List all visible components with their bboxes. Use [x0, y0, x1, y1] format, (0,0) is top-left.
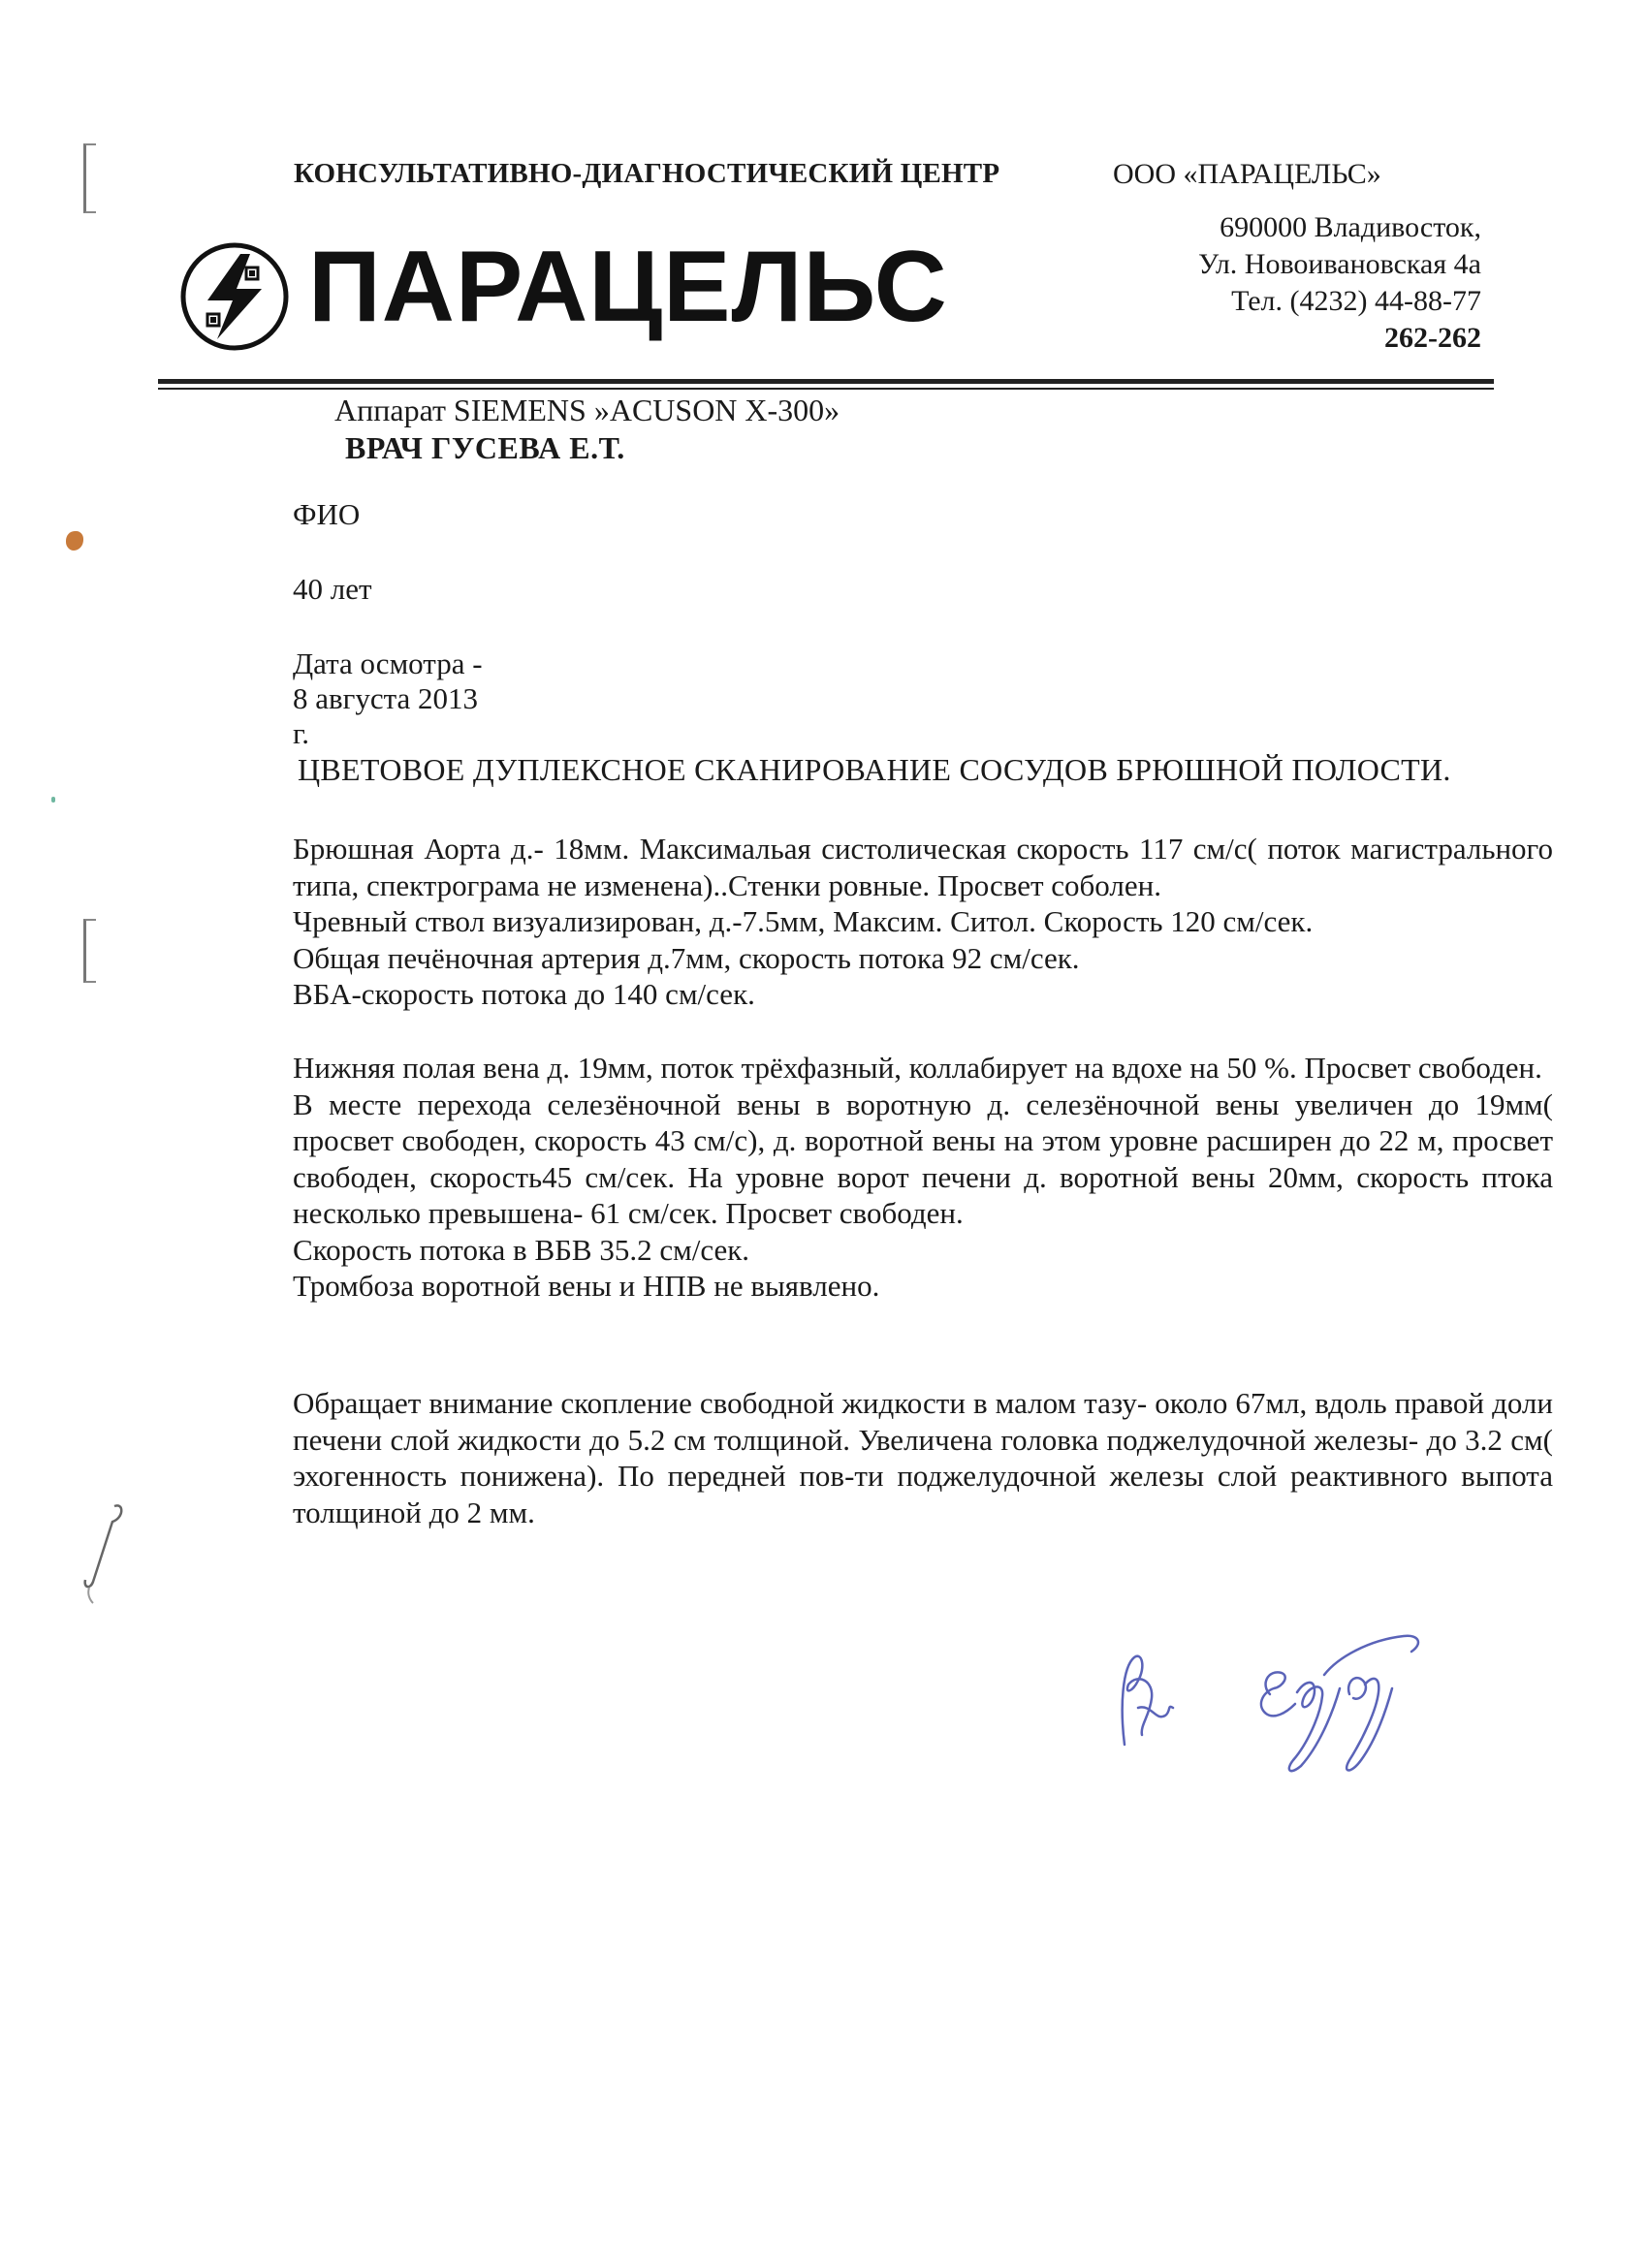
thrombosis-paragraph: Тромбоза воротной вены и НПВ не выявлено. [293, 1269, 880, 1303]
arteries-section [293, 831, 1553, 1013]
exam-date-suffix: г. [293, 716, 309, 750]
brand-name: ПАРАЦЕЛЬС [308, 231, 948, 343]
portal-vein-paragraph: В месте перехода селезёночной вены в воротную д. селезёночной вены увеличен до 19мм( просвет свободен, скорость 43 см/с), д. воротной вены на этом уровне расширен до 22 м, просвет свободен, скорость45 см/сек. На уровне ворот печени д. воротной вены 20мм, скорость птока несколько превышена- 61 см/сек. Просвет свободен. [293, 1087, 1553, 1230]
scan-bracket-top [83, 143, 96, 213]
smv-paragraph: Скорость потока в ВБВ 35.2 см/сек. [293, 1232, 750, 1267]
org-name: ООО «ПАРАЦЕЛЬС» [1113, 158, 1381, 190]
scan-stain [66, 531, 83, 551]
exam-date: 8 августа 2013 [293, 681, 479, 715]
report-title: ЦВЕТОВОЕ ДУПЛЕКСНОЕ СКАНИРОВАНИЕ СОСУДОВ БРЮШНОЙ ПОЛОСТИ. [298, 752, 1451, 787]
findings-paragraph: Обращает внимание скопление свободной жидкости в малом тазу- около 67мл, вдоль правой доли печени слой жидкости до 5.2 см толщиной. Увеличена головка поджелудочной железы- до 3.2 см( эхогенность понижена). По передней пов-ти поджелудочной железы слой реактивного выпота толщиной до 2 мм. [293, 1386, 1553, 1529]
veins-section [293, 1050, 1553, 1305]
address-phone: Тел. (4232) 44-88-77 [1231, 285, 1481, 317]
header-rule-thin [158, 388, 1494, 390]
doctor-line: ВРАЧ ГУСЕВА Е.Т. [345, 430, 625, 465]
hepatic-artery-paragraph: Общая печёночная артерия д.7мм, скорость потока 92 см/сек. [293, 940, 1080, 975]
address-city: 690000 Владивосток, [1220, 211, 1481, 243]
sma-paragraph: ВБА-скорость потока до 140 см/сек. [293, 977, 755, 1011]
exam-date-label: Дата осмотра - [293, 646, 483, 680]
center-name: КОНСУЛЬТАТИВНО-ДИАГНОСТИЧЕСКИЙ ЦЕНТР [294, 158, 1000, 189]
fio-label: ФИО [293, 497, 361, 531]
ivc-paragraph: Нижняя полая вена д. 19мм, поток трёхфазный, коллабирует на вдохе на 50 %. Просвет свободен. [293, 1051, 1542, 1085]
address-phone-extra: 262-262 [1384, 322, 1481, 354]
doctor-signature [1095, 1580, 1483, 1793]
celiac-paragraph: Чревный ствол визуализирован, д.-7.5мм, Максим. Ситол. Скорость 120 см/сек. [293, 904, 1314, 938]
scan-dot [51, 797, 55, 803]
aorta-paragraph: Брюшная Аорта д.- 18мм. Максимальая систолическая скорость 117 см/с( поток магистрального типа, спектрограма не изменена)..Стенки ровные. Просвет соболен. [293, 832, 1553, 902]
patient-age: 40 лет [293, 572, 372, 606]
address-street: Ул. Новоивановская 4а [1197, 248, 1481, 280]
address-block [1198, 209, 1481, 357]
scan-bracket-mid [83, 919, 96, 983]
device-line: Аппарат SIEMENS »ACUSON X-300» [334, 393, 840, 427]
staple-mark [64, 1500, 142, 1607]
header-rule-thick [158, 379, 1494, 384]
paracels-logo-icon [178, 240, 291, 353]
